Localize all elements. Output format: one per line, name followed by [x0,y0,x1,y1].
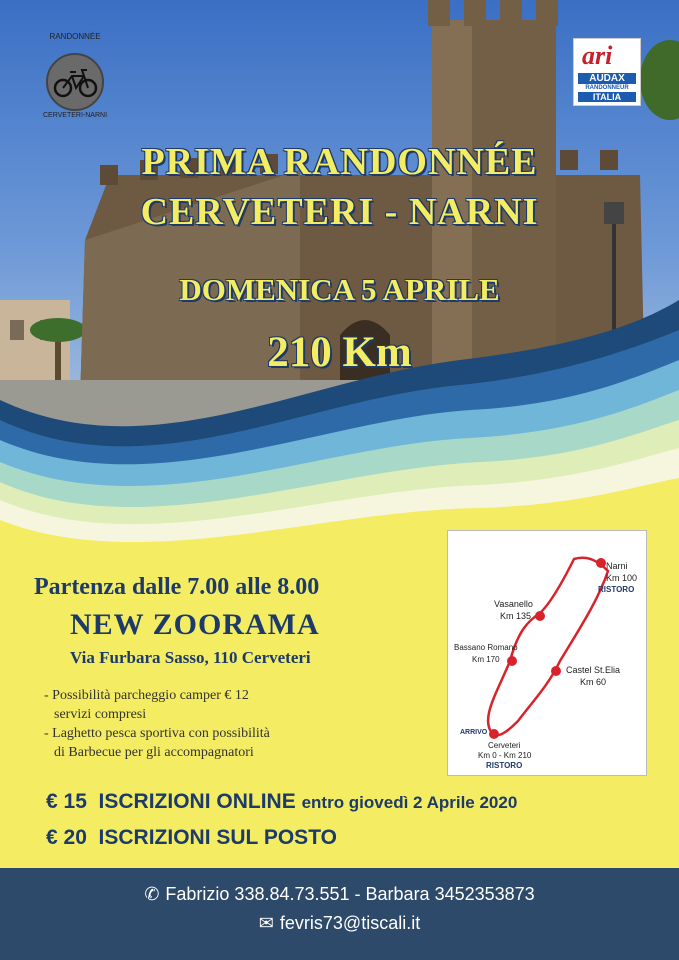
envelope-icon: ✉ [258,913,274,933]
italia-label: ITALIA [578,92,636,102]
map-label-cerveteri-km: Km 0 - Km 210 [478,751,532,760]
start-time: Partenza dalle 7.00 alle 8.00 [34,574,320,600]
map-label-vasanello-km: Km 135 [500,611,532,621]
map-label-castel-km: Km 60 [580,677,607,687]
price-online-label: ISCRIZIONI ONLINE [98,790,296,813]
logo-left-bottom-text: CERVETERI-NARNI [42,112,108,119]
randonneur-label: RANDONNEUR [585,85,629,91]
price-online-amount: € 15 [46,790,87,813]
notes-list [44,686,270,762]
price-onsite-amount: € 20 [46,826,87,849]
email-address[interactable]: fevris73@tiscali.it [279,913,421,933]
venue-address: Via Furbara Sasso, 110 Cerveteri [70,648,311,667]
map-label-arrivo: ARRIVO [460,729,488,736]
map-label-narni-note: RISTORO [598,585,635,594]
price-onsite [46,826,337,850]
price-onsite-label: ISCRIZIONI SUL POSTO [98,826,337,849]
note-line: - Laghetto pesca sportiva con possibilità [44,726,270,741]
event-distance: 210 Km [267,329,412,376]
audax-logo [573,38,641,106]
phone-icon: ✆ [144,884,160,904]
map-label-vasanello: Vasanello [494,599,533,609]
route-map [447,530,647,776]
note-line: - Possibilità parcheggio camper € 12 [44,688,249,703]
note-line: di Barbecue per gli accompagnatori [54,745,254,760]
map-label-narni: Narni [606,561,628,571]
event-date: DOMENICA 5 APRILE [179,272,500,307]
title-line-2: CERVETERI - NARNI [140,191,539,233]
logo-left-top-text: RANDONNÉE [49,32,101,41]
cerveteri-marker [489,729,499,739]
vasanello-marker [535,611,545,621]
phone-numbers: Fabrizio 338.84.73.551 - Barbara 3452353873 [165,884,535,904]
bicycle-icon [38,30,112,122]
audax-label: AUDAX [578,73,636,84]
castel-marker [551,666,561,676]
map-label-bassano-km: Km 170 [472,655,500,664]
randonnee-logo [38,30,112,122]
email-contact [0,913,679,934]
note-line: servizi compresi [54,707,147,722]
phone-contacts [0,884,679,905]
map-label-bassano: Bassano Romano [454,643,518,652]
title-line-1: PRIMA RANDONNÉE [141,141,538,183]
venue-name: NEW ZOORAMA [70,608,320,641]
price-online-deadline: entro giovedì 2 Aprile 2020 [301,793,518,812]
map-label-cerveteri: Cerveteri [488,741,521,750]
map-label-cerveteri-note: RISTORO [486,761,523,770]
narni-marker [596,558,606,568]
price-online [46,790,517,814]
ari-brand: ari [582,41,613,70]
bassano-marker [507,656,517,666]
map-label-narni-km: Km 100 [606,573,638,583]
map-label-castel: Castel St.Elia [566,665,621,675]
